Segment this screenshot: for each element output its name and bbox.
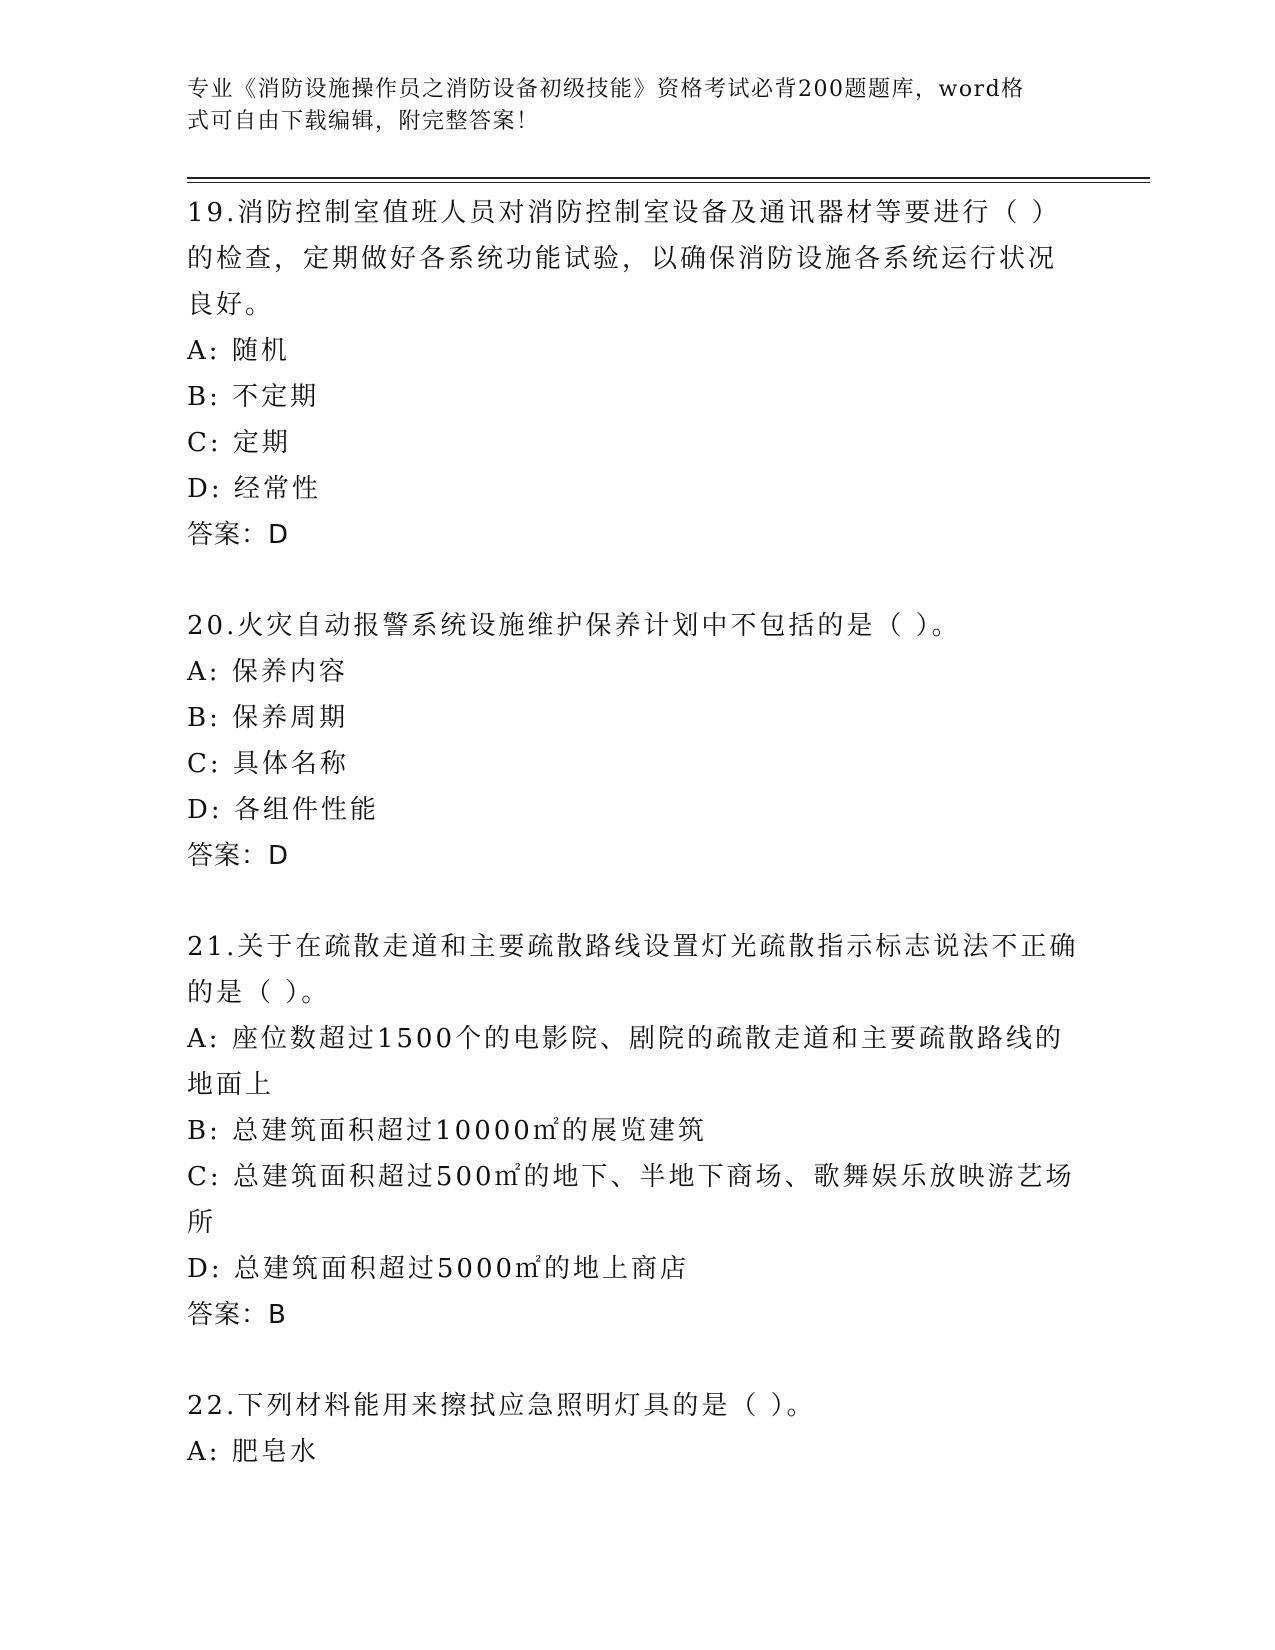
question-19	[187, 190, 1087, 558]
option-a	[187, 649, 1087, 695]
option-text: 座位数超过1500个的电影院、剧院的疏散走道和主要疏散路线的	[231, 1024, 1064, 1054]
option-label: B:	[187, 382, 221, 412]
header-divider-thick	[187, 177, 1150, 179]
question-stem-line: 19.消防控制室值班人员对消防控制室设备及通讯器材等要进行（ ）	[187, 198, 1061, 228]
option-c-continued: 所	[187, 1208, 217, 1238]
option-c	[187, 741, 1087, 787]
option-a	[187, 328, 1087, 374]
option-text: 总建筑面积超过5000㎡的地上商店	[233, 1254, 690, 1284]
option-d	[187, 1246, 1087, 1292]
question-stem-line: 22.下列材料能用来擦拭应急照明灯具的是（ ）。	[187, 1391, 816, 1421]
option-a	[187, 1016, 1087, 1062]
option-label: C:	[187, 749, 222, 779]
option-text: 具体名称	[232, 749, 349, 779]
question-22	[187, 1383, 1087, 1475]
option-text: 保养内容	[231, 657, 348, 687]
question-stem-line: 的检查，定期做好各系统功能试验，以确保消防设施各系统运行状况	[187, 244, 1058, 274]
option-text: 随机	[231, 336, 290, 366]
option-label: A:	[187, 1024, 221, 1054]
option-label: C:	[187, 1162, 222, 1192]
option-b	[187, 374, 1087, 420]
option-label: A:	[187, 657, 221, 687]
option-text: 肥皂水	[231, 1437, 319, 1467]
option-text: 总建筑面积超过500㎡的地下、半地下商场、歌舞娱乐放映游艺场	[232, 1162, 1075, 1192]
option-label: B:	[187, 1116, 221, 1146]
question-list	[187, 190, 1087, 1520]
option-label: A:	[187, 1437, 221, 1467]
option-text: 保养周期	[232, 703, 349, 733]
option-label: C:	[187, 428, 222, 458]
option-label: D:	[187, 474, 223, 504]
option-a	[187, 1429, 1087, 1475]
question-stem-line: 21.关于在疏散走道和主要疏散路线设置灯光疏散指示标志说法不正确	[187, 932, 1079, 962]
option-d	[187, 466, 1087, 512]
header-line-2: 式可自由下载编辑，附完整答案！	[187, 109, 540, 134]
answer-line: 答案：D	[187, 841, 290, 871]
option-b	[187, 695, 1087, 741]
answer-line: 答案：D	[187, 520, 290, 550]
option-b	[187, 1108, 1087, 1154]
question-stem-line: 20.火灾自动报警系统设施维护保养计划中不包括的是（ ）。	[187, 611, 961, 641]
document-header	[187, 74, 1067, 138]
option-text: 各组件性能	[233, 795, 379, 825]
header-line-1: 专业《消防设施操作员之消防设备初级技能》资格考试必背200题题库，word格	[187, 77, 1025, 102]
option-text: 不定期	[232, 382, 320, 412]
option-text: 定期	[232, 428, 291, 458]
option-d	[187, 787, 1087, 833]
option-label: D:	[187, 1254, 223, 1284]
question-stem-line: 良好。	[187, 290, 275, 320]
option-text: 经常性	[233, 474, 321, 504]
option-label: A:	[187, 336, 221, 366]
answer-line: 答案：B	[187, 1300, 287, 1330]
option-label: D:	[187, 795, 223, 825]
option-a-continued: 地面上	[187, 1070, 275, 1100]
question-20	[187, 603, 1087, 879]
question-21	[187, 924, 1087, 1338]
header-divider-thin	[187, 182, 1150, 183]
option-text: 总建筑面积超过10000㎡的展览建筑	[232, 1116, 707, 1146]
question-stem-line: 的是（ ）。	[187, 978, 331, 1008]
option-c	[187, 1154, 1087, 1200]
option-c	[187, 420, 1087, 466]
option-label: B:	[187, 703, 221, 733]
